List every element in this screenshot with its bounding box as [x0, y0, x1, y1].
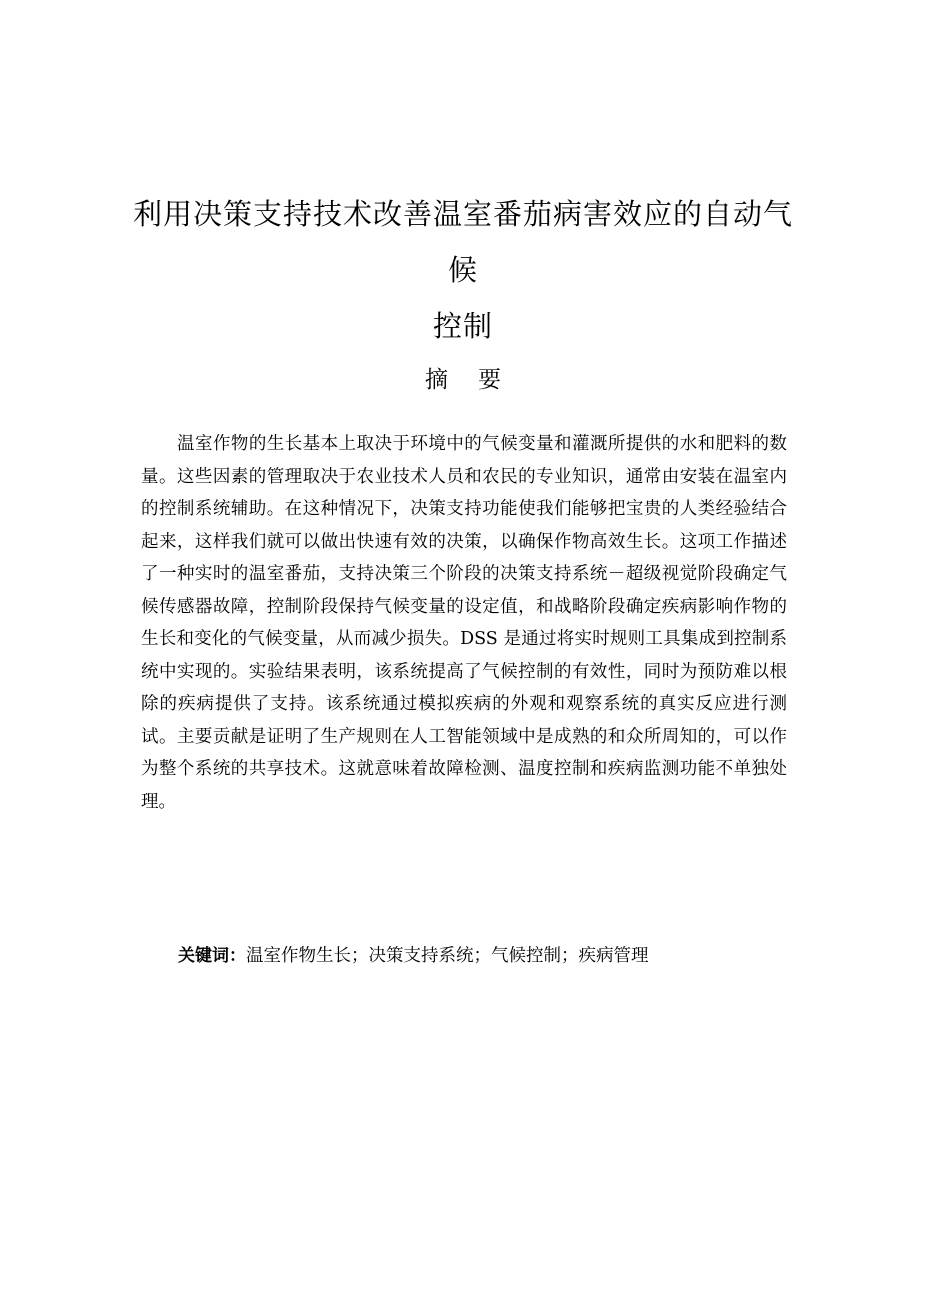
- abstract-heading-char-1: 摘: [425, 367, 448, 393]
- title-line-2: 控制: [432, 309, 493, 343]
- keywords-label: 关键词：: [178, 946, 246, 966]
- keywords: [178, 940, 798, 972]
- title-line-1: 利用决策支持技术改善温室番茄病害效应的自动气候: [132, 197, 793, 287]
- abstract-body: 温室作物的生长基本上取决于环境中的气候变量和灌溉所提供的水和肥料的数量。这些因素的管理取决于农业技术人员和农民的专业知识，通常由安装在温室内的控制系统辅助。在这种情况下，决策支持功能使我们能够把宝贵的人类经验结合起来，这样我们就可以做出快速有效的决策，以确保作物高效生长。这项工作描述了一种实时的温室番茄，支持决策三个阶段的决策支持系统－超级视觉阶段确定气候传感器故障，控制阶段保持气候变量的设定值，和战略阶段确定疾病影响作物的生长和变化的气候变量，从而减少损失。DSS 是通过将实时规则工具集成到控制系统中实现的。实验结果表明，该系统提高了气候控制的有效性，同时为预防难以根除的疾病提供了支持。该系统通过模拟疾病的外观和观察系统的真实反应进行测试。主要贡献是证明了生产规则在人工智能领域中是成熟的和众所周知的，可以作为整个系统的共享技术。这就意味着故障检测、温度控制和疾病监测功能不单独处理。: [141, 434, 787, 812]
- abstract-heading: [0, 360, 926, 400]
- keywords-text: 温室作物生长；决策支持系统；气候控制；疾病管理: [246, 946, 649, 966]
- abstract-heading-char-2: 要: [478, 367, 501, 393]
- document-title: [120, 186, 806, 354]
